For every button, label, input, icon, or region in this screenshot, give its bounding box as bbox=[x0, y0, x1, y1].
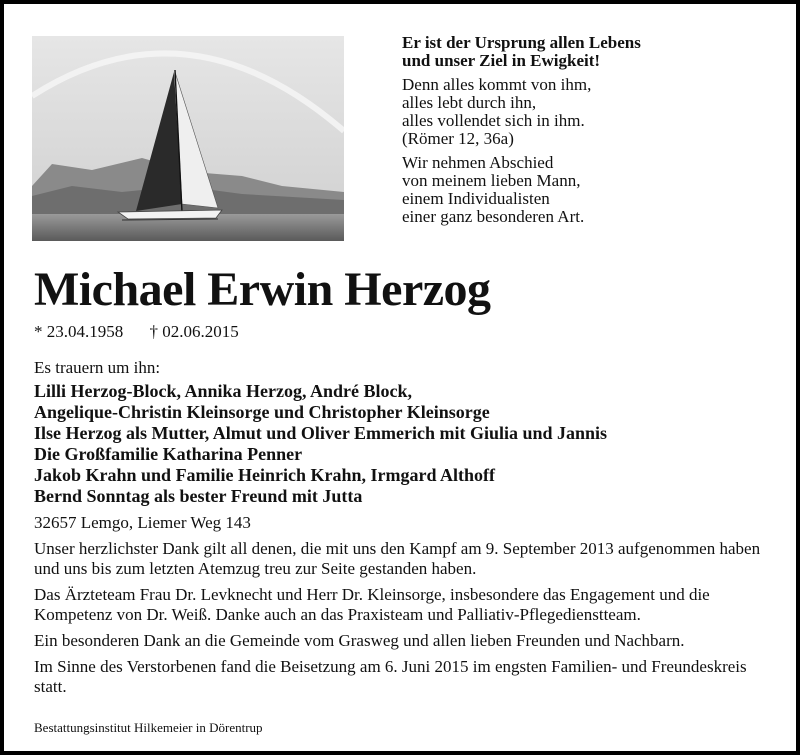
thanks-paragraph: Unser herzlichster Dank gilt all denen, die mit uns den Kampf am 9. September 2013 aufgenommen haben und uns bis zum letzten Atemzug treu zur Seite gestanden haben. bbox=[34, 539, 761, 578]
burial-paragraph: Im Sinne des Verstorbenen fand die Beisetzung am 6. Juni 2015 im engsten Familien- und Freundeskreis statt. bbox=[34, 657, 747, 696]
verse-line: alles lebt durch ihn, bbox=[402, 93, 537, 112]
mourners-list bbox=[34, 381, 774, 507]
death-date: † 02.06.2015 bbox=[149, 322, 239, 341]
sailboat-image bbox=[32, 36, 344, 241]
farewell-line: einem Individualisten bbox=[402, 189, 550, 208]
deceased-name: Michael Erwin Herzog bbox=[34, 263, 491, 316]
verse-quote bbox=[402, 76, 772, 148]
mourner-line: Lilli Herzog-Block, Annika Herzog, André Block, bbox=[34, 381, 412, 401]
mourner-line: Bernd Sonntag als bester Freund mit Jutta bbox=[34, 486, 363, 506]
bible-verse bbox=[402, 34, 772, 226]
farewell-line: Wir nehmen Abschied bbox=[402, 153, 554, 172]
mourner-line: Angelique-Christin Kleinsorge und Christopher Kleinsorge bbox=[34, 402, 490, 422]
mourner-line: Jakob Krahn und Familie Heinrich Krahn, Irmgard Althoff bbox=[34, 465, 496, 485]
birth-date: * 23.04.1958 bbox=[34, 322, 124, 341]
address: 32657 Lemgo, Liemer Weg 143 bbox=[34, 513, 251, 532]
verse-line: alles vollendet sich in ihm. bbox=[402, 111, 585, 130]
notice-body bbox=[34, 358, 774, 697]
verse-reference: (Römer 12, 36a) bbox=[402, 129, 514, 148]
verse-heading-line-2: und unser Ziel in Ewigkeit! bbox=[402, 51, 601, 70]
community-paragraph: Ein besonderen Dank an die Gemeinde vom Grasweg und allen lieben Freunden und Nachbarn. bbox=[34, 631, 685, 650]
funeral-home: Bestattungsinstitut Hilkemeier in Dörentrup bbox=[34, 720, 263, 735]
life-dates bbox=[34, 322, 239, 342]
mourner-line: Ilse Herzog als Mutter, Almut und Oliver Emmerich mit Giulia und Jannis bbox=[34, 423, 608, 443]
verse-line: Denn alles kommt von ihm, bbox=[402, 75, 592, 94]
farewell-line: einer ganz besonderen Art. bbox=[402, 207, 585, 226]
doctors-paragraph: Das Ärzteteam Frau Dr. Levknecht und Herr Dr. Kleinsorge, insbesondere das Engagement und die Kompetenz von Dr. Weiß. Danke auch an das Praxisteam und Palliativ-Pflegedienstteam. bbox=[34, 585, 710, 624]
farewell-text bbox=[402, 154, 772, 226]
mourning-intro: Es trauern um ihn: bbox=[34, 358, 161, 377]
farewell-line: von meinem lieben Mann, bbox=[402, 171, 581, 190]
sailboat-photo bbox=[32, 36, 344, 241]
verse-heading-line-1: Er ist der Ursprung allen Lebens bbox=[402, 33, 641, 52]
mourner-line: Die Großfamilie Katharina Penner bbox=[34, 444, 303, 464]
